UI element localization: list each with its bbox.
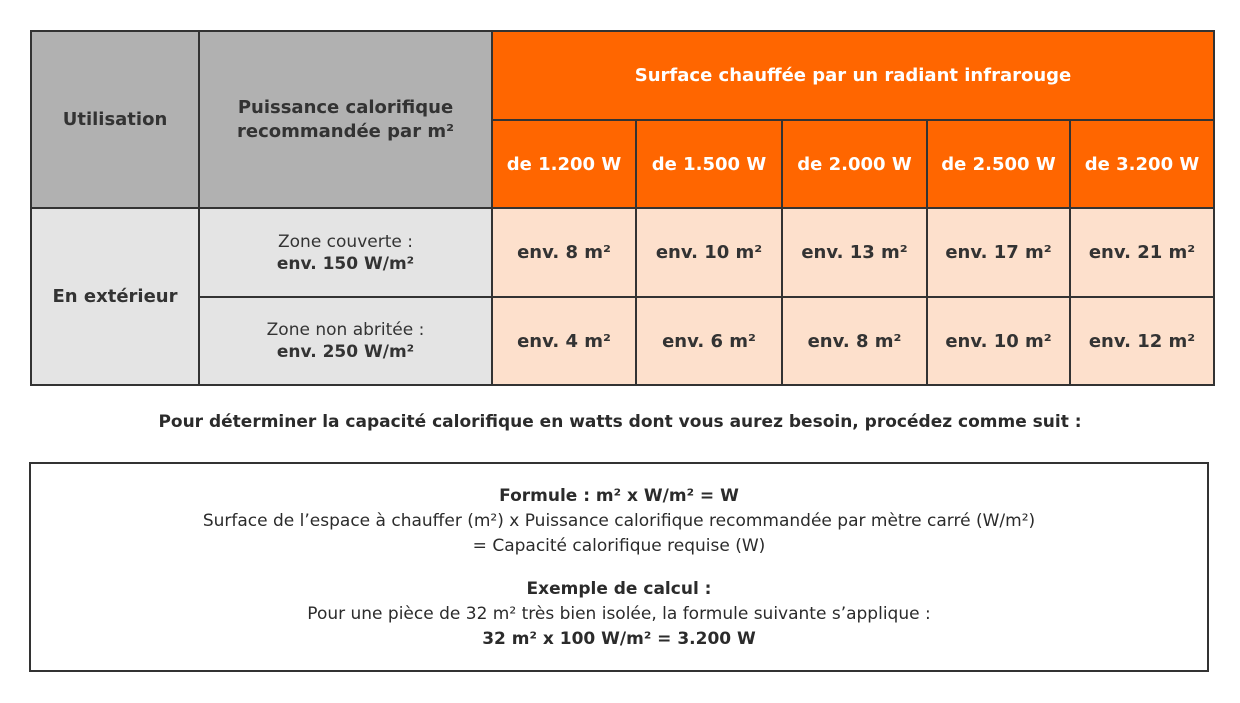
area-cell: env. 8 m² bbox=[492, 208, 636, 297]
zone-name: Zone couverte : bbox=[278, 231, 413, 252]
formula-title: Formule : m² x W/m² = W bbox=[499, 486, 739, 506]
example-line1: Pour une pièce de 32 m² très bien isolée, la formule suivante s’applique : bbox=[307, 604, 931, 624]
header-wattage: de 1.200 W bbox=[492, 120, 636, 208]
header-power-line2: recommandée par m² bbox=[237, 120, 454, 142]
area-cell: env. 10 m² bbox=[636, 208, 782, 297]
zone-name: Zone non abritée : bbox=[266, 320, 425, 340]
zone-power: env. 250 W/m² bbox=[276, 342, 415, 362]
heating-table bbox=[30, 30, 1215, 386]
header-wattage: de 2.500 W bbox=[927, 120, 1070, 208]
formula-line1: Surface de l’espace à chauffer (m²) x Puissance calorifique recommandée par mètre carré (W/m²) bbox=[202, 511, 1036, 531]
table-row bbox=[31, 297, 1214, 385]
header-power-line1: Puissance calorifique bbox=[237, 96, 454, 118]
header-usage-label: Utilisation bbox=[62, 108, 168, 130]
usage-cell bbox=[31, 208, 199, 385]
header-surface bbox=[492, 31, 1214, 120]
area-cell: env. 13 m² bbox=[782, 208, 927, 297]
header-wattage: de 3.200 W bbox=[1070, 120, 1214, 208]
example-title: Exemple de calcul : bbox=[526, 579, 712, 599]
area-cell: env. 21 m² bbox=[1070, 208, 1214, 297]
header-wattage: de 2.000 W bbox=[782, 120, 927, 208]
table-row bbox=[31, 208, 1214, 297]
header-wattage: de 1.500 W bbox=[636, 120, 782, 208]
formula-box bbox=[29, 462, 1209, 672]
formula-line2: = Capacité calorifique requise (W) bbox=[472, 536, 766, 556]
area-cell: env. 4 m² bbox=[492, 297, 636, 385]
area-cell: env. 6 m² bbox=[636, 297, 782, 385]
zone-power: env. 150 W/m² bbox=[276, 253, 415, 274]
area-cell: env. 12 m² bbox=[1070, 297, 1214, 385]
area-cell: env. 10 m² bbox=[927, 297, 1070, 385]
spacer bbox=[31, 559, 1207, 577]
example-result: 32 m² x 100 W/m² = 3.200 W bbox=[482, 629, 756, 649]
header-surface-label: Surface chauffée par un radiant infrarouge bbox=[634, 65, 1072, 86]
header-power bbox=[199, 31, 492, 208]
instruction-text: Pour déterminer la capacité calorifique en watts dont vous aurez besoin, procédez comme suit : bbox=[158, 412, 1082, 432]
area-cell: env. 17 m² bbox=[927, 208, 1070, 297]
zone-cell bbox=[199, 208, 492, 297]
area-cell: env. 8 m² bbox=[782, 297, 927, 385]
header-usage bbox=[31, 31, 199, 208]
usage-value: En extérieur bbox=[52, 285, 178, 307]
zone-cell bbox=[199, 297, 492, 385]
